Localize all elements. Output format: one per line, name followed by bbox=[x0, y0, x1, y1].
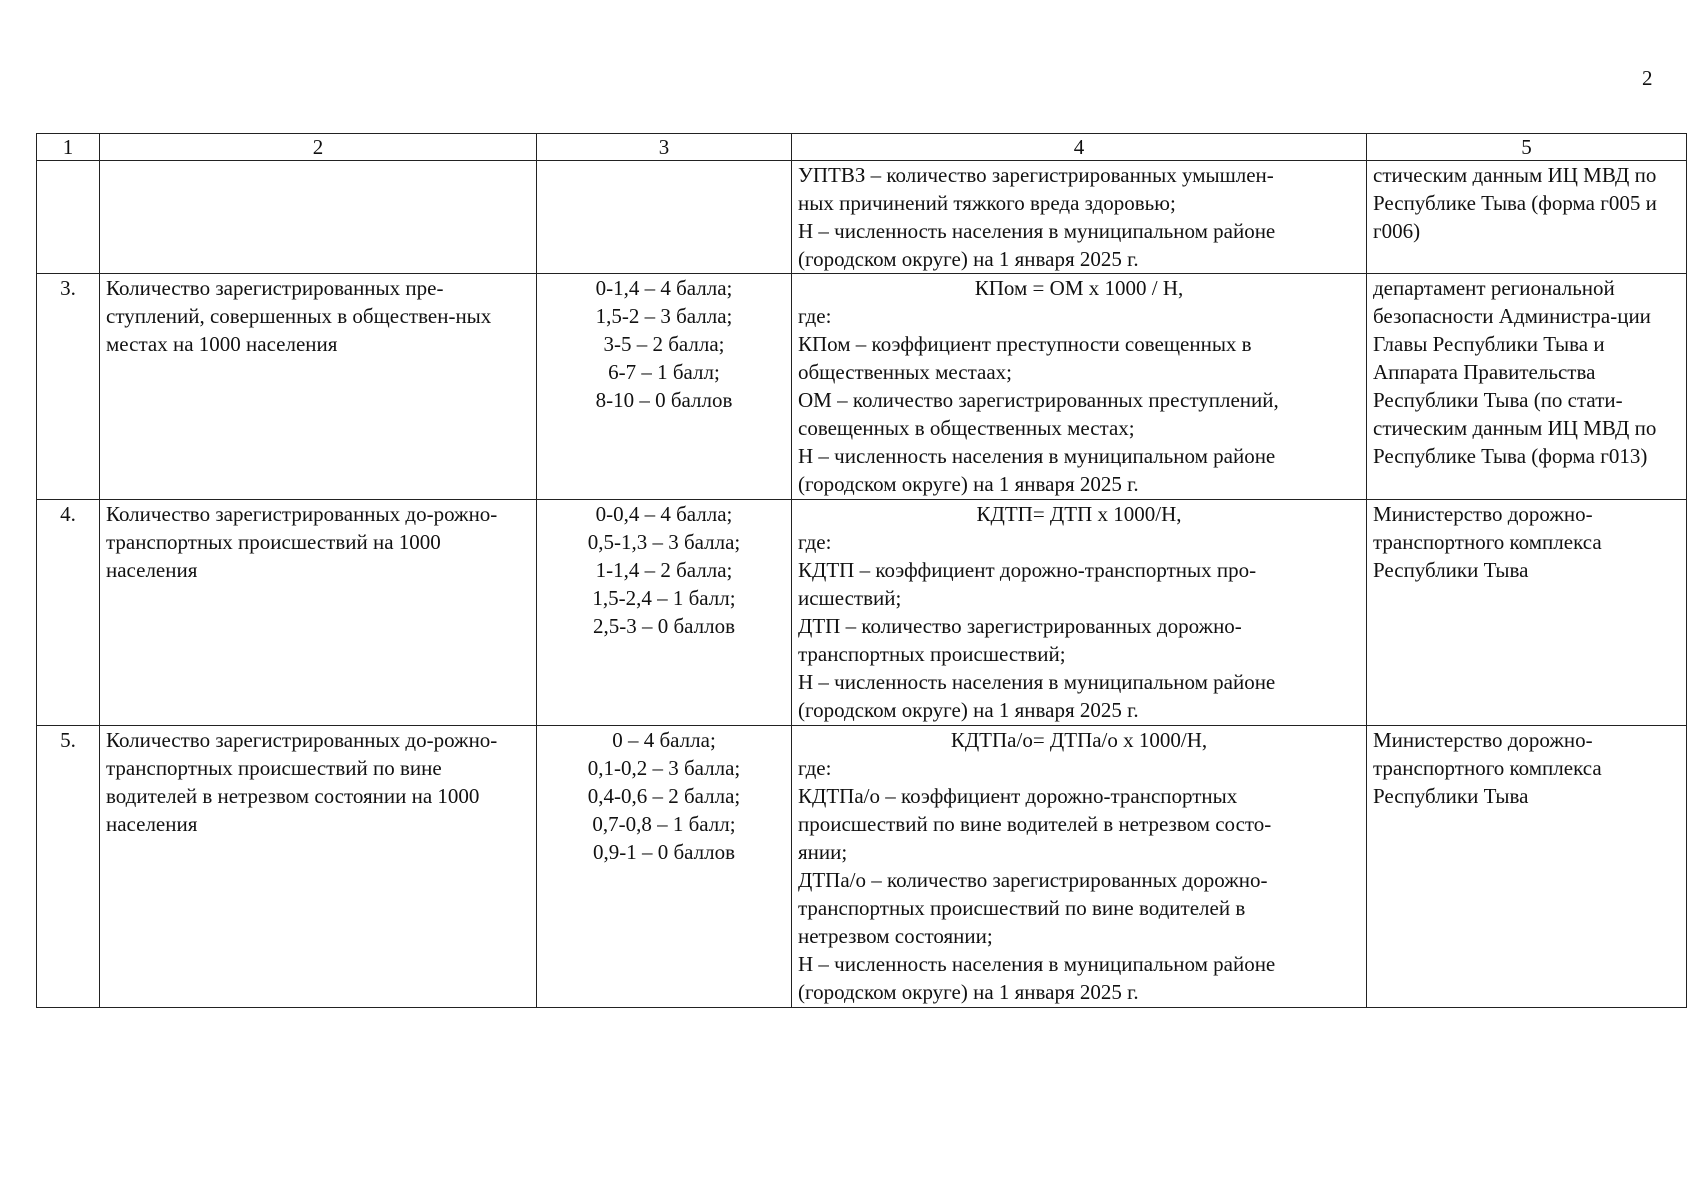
score-line: 8-10 – 0 баллов bbox=[595, 388, 733, 412]
table-row bbox=[37, 274, 1687, 500]
formula-line: происшествий по вине водителей в нетрезвом состо- bbox=[798, 812, 1272, 836]
formula-line: нетрезвом состоянии; bbox=[798, 924, 993, 948]
source-cell: Министерство дорожно-транспортного комплекса Республики Тыва bbox=[1367, 726, 1687, 1008]
score-line: 0,5-1,3 – 3 балла; bbox=[587, 530, 741, 554]
formula-line: (городском округе) на 1 января 2025 г. bbox=[798, 247, 1139, 271]
formula-cell bbox=[792, 500, 1367, 726]
formula-line: КДТП – коэффициент дорожно-транспортных про- bbox=[798, 558, 1257, 582]
score-line: 1-1,4 – 2 балла; bbox=[595, 558, 733, 582]
score-scale bbox=[537, 726, 792, 1008]
formula-line: янии; bbox=[798, 840, 848, 864]
score-line: 2,5-3 – 0 баллов bbox=[592, 614, 736, 638]
score-line: 0,7-0,8 – 1 балл; bbox=[592, 812, 736, 836]
formula-cell bbox=[792, 274, 1367, 500]
header-cell-2: 2 bbox=[100, 134, 537, 161]
score-line: 3-5 – 2 балла; bbox=[603, 332, 725, 356]
formula-line: (городском округе) на 1 января 2025 г. bbox=[798, 472, 1139, 496]
formula-line: КПом – коэффициент преступности совещенных в bbox=[798, 332, 1252, 356]
formula-cell bbox=[792, 726, 1367, 1008]
score-line: 0,1-0,2 – 3 балла; bbox=[587, 756, 741, 780]
row-number bbox=[37, 161, 100, 274]
header-row bbox=[37, 134, 1687, 161]
page-number: 2 bbox=[1642, 66, 1653, 90]
formula-line: где: bbox=[798, 530, 832, 554]
score-line: 0,4-0,6 – 2 балла; bbox=[587, 784, 741, 808]
score-scale bbox=[537, 274, 792, 500]
score-line: 0 – 4 балла; bbox=[612, 728, 716, 752]
indicator-name: Количество зарегистрированных до-рожно-транспортных происшествий на 1000 населения bbox=[100, 500, 537, 726]
indicator-name: Количество зарегистрированных пре-ступлений, совершенных в обществен-ных местах на 1000 населения bbox=[100, 274, 537, 500]
formula-line: (городском округе) на 1 января 2025 г. bbox=[798, 980, 1139, 1004]
formula-line: исшествий; bbox=[798, 586, 902, 610]
formula-line: ДТП – количество зарегистрированных дорожно- bbox=[798, 614, 1242, 638]
formula-line: где: bbox=[798, 756, 832, 780]
table-row bbox=[37, 500, 1687, 726]
score-line: 1,5-2,4 – 1 балл; bbox=[592, 586, 736, 610]
source-cell: стическим данным ИЦ МВД по Республике Тыва (форма г005 и г006) bbox=[1367, 161, 1687, 274]
table-row bbox=[37, 161, 1687, 274]
criteria-table bbox=[36, 133, 1687, 1008]
row-number: 3. bbox=[37, 274, 100, 500]
score-line: 0-0,4 – 4 балла; bbox=[595, 502, 733, 526]
score-scale bbox=[537, 161, 792, 274]
score-line: 1,5-2 – 3 балла; bbox=[595, 304, 733, 328]
formula-title: КПом = ОМ х 1000 / Н, bbox=[974, 276, 1184, 300]
row-number: 5. bbox=[37, 726, 100, 1008]
score-line: 6-7 – 1 балл; bbox=[608, 360, 720, 384]
header-cell-1: 1 bbox=[37, 134, 100, 161]
formula-line: КДТПа/о – коэффициент дорожно-транспортных bbox=[798, 784, 1238, 808]
header-cell-5: 5 bbox=[1367, 134, 1687, 161]
formula-line: общественных местаах; bbox=[798, 360, 1013, 384]
formula-line: (городском округе) на 1 января 2025 г. bbox=[798, 698, 1139, 722]
score-line: 0-1,4 – 4 балла; bbox=[595, 276, 733, 300]
formula-line: ОМ – количество зарегистрированных преступлений, bbox=[798, 388, 1279, 412]
formula-line: совещенных в общественных местах; bbox=[798, 416, 1135, 440]
formula-cell bbox=[792, 161, 1367, 274]
table-row bbox=[37, 726, 1687, 1008]
formula-line: транспортных происшествий; bbox=[798, 642, 1066, 666]
formula-line: ных причинений тяжкого вреда здоровью; bbox=[798, 191, 1176, 215]
header-cell-3: 3 bbox=[537, 134, 792, 161]
score-line: 0,9-1 – 0 баллов bbox=[592, 840, 736, 864]
source-cell: Министерство дорожно-транспортного комплекса Республики Тыва bbox=[1367, 500, 1687, 726]
formula-line: Н – численность населения в муниципальном районе bbox=[798, 444, 1276, 468]
formula-line: Н – численность населения в муниципальном районе bbox=[798, 670, 1276, 694]
formula-title: КДТП= ДТП х 1000/Н, bbox=[976, 502, 1182, 526]
formula-line: Н – численность населения в муниципальном районе bbox=[798, 219, 1276, 243]
formula-line: ДТПа/о – количество зарегистрированных дорожно- bbox=[798, 868, 1268, 892]
header-cell-4: 4 bbox=[792, 134, 1367, 161]
source-cell: департамент региональной безопасности Администра-ции Главы Республики Тыва и Аппарата Правительства Республики Тыва (по стати-стическим данным ИЦ МВД по Республике Тыва (форма г013) bbox=[1367, 274, 1687, 500]
formula-title: КДТПа/о= ДТПа/о х 1000/Н, bbox=[950, 728, 1208, 752]
formula-line: транспортных происшествий по вине водителей в bbox=[798, 896, 1246, 920]
score-scale bbox=[537, 500, 792, 726]
formula-line: УПТВЗ – количество зарегистрированных умышлен- bbox=[798, 163, 1274, 187]
indicator-name bbox=[100, 161, 537, 274]
indicator-name: Количество зарегистрированных до-рожно-транспортных происшествий по вине водителей в нетрезвом состоянии на 1000 населения bbox=[100, 726, 537, 1008]
formula-line: где: bbox=[798, 304, 832, 328]
formula-line: Н – численность населения в муниципальном районе bbox=[798, 952, 1276, 976]
row-number: 4. bbox=[37, 500, 100, 726]
